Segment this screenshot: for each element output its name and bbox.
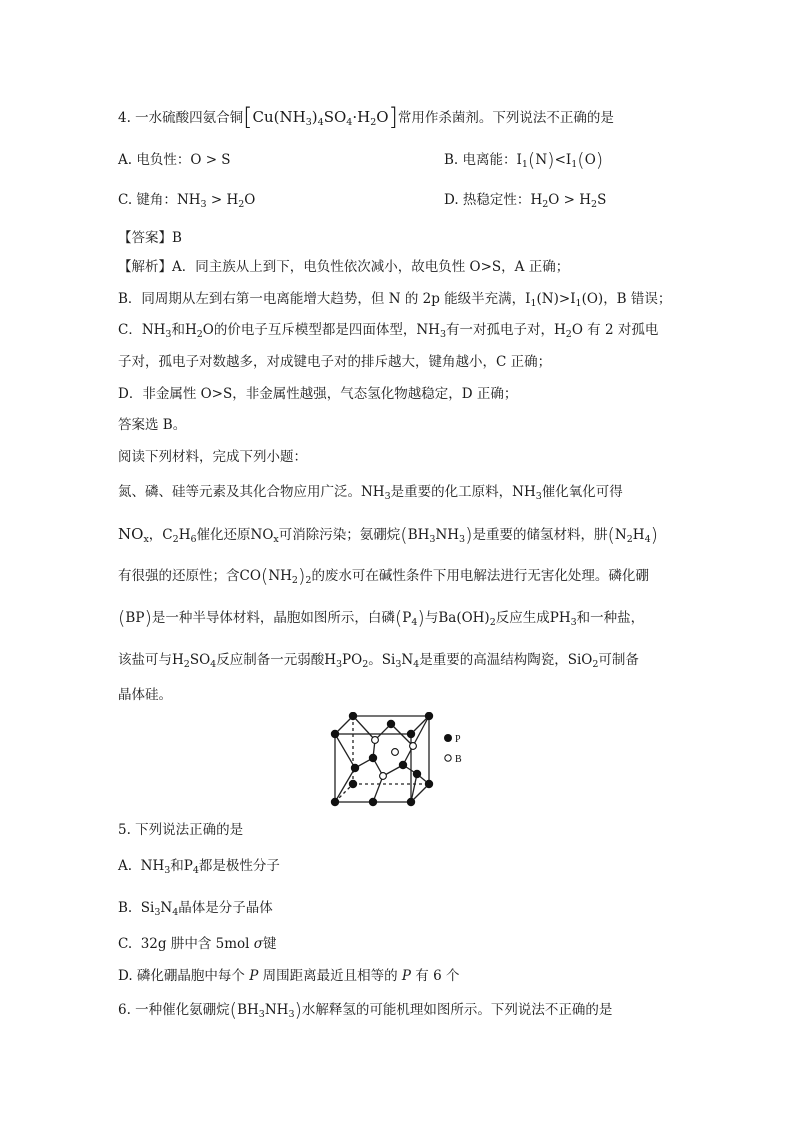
- reading-p3: 有很强的还原性；含$CO(NH_2)_2$的废水可在碱性条件下用电解法进行无害化处理。磷化硼: [118, 565, 649, 587]
- q4-option-d-formula: $H_2O > H_2S$: [530, 192, 607, 210]
- answer-line: [118, 229, 182, 247]
- analysis-ionization: $I_1(N)>I_1(O)$: [525, 291, 604, 309]
- q5-option-b: B. $Si_3N_4$晶体是分子晶体: [118, 900, 273, 918]
- q5-option-a: A. $NH_3$和$P_4$都是极性分子: [118, 858, 280, 876]
- q6-stem: 6. 一种催化氨硼烷$(BH_3NH_3)$水解释氢的可能机理如图所示。下列说法不正确的是: [118, 999, 613, 1021]
- legend-p-label: P: [455, 734, 461, 745]
- analysis-line-1: 【解析】A．同主族从上到下，电负性依次减小，故电负性 O>S，A 正确；: [118, 259, 570, 275]
- answer-value: B: [172, 230, 182, 246]
- bp-unit-cell-figure: [325, 712, 475, 810]
- q4-option-a: A. 电负性：O > S: [118, 152, 231, 168]
- analysis-label: 【解析】: [118, 259, 172, 275]
- reading-intro: 阅读下列材料，完成下列小题：: [118, 449, 307, 465]
- reading-p5: 该盐可与$H_2SO_4$反应制备一元弱酸$H_3PO_2$。$Si_3N_4$是重要的高温结构陶瓷，SiO$_2$可制备: [118, 652, 639, 670]
- q4-option-c: C. 键角：$NH_3 > H_2O$: [118, 192, 256, 210]
- answer-label: 【答案】: [118, 230, 172, 246]
- q4-formula: $Cu(NH_3)_4SO_4\cdot H_2O$: [252, 108, 389, 128]
- analysis-conclusion: 答案选 B。: [118, 417, 187, 433]
- analysis-line-2: B．同周期从左到右第一电离能增大趋势，但 N 的 2p 能级半充满，$I_1(N)>I_1(O)$，B 错误；: [118, 291, 672, 309]
- analysis-line-3: C．$NH_3$和$H_2O$的价电子互斥模型都是四面体型，$NH_3$有一对孤电子对，$H_2O$ 有 2 对孤电: [118, 322, 659, 340]
- q4-option-a-text: O > S: [190, 152, 231, 168]
- reading-p4: (BP)是一种半导体材料，晶胞如图所示，白磷$(P_4)$与$Ba(OH)_2$反应生成$PH_3$和一种盐，: [118, 607, 645, 629]
- analysis-line-4: 子对，孤电子对数越多，对成键电子对的排斥越大，键角越小，C 正确；: [118, 354, 552, 370]
- q5-option-d: D. 磷化硼晶胞中每个 P 周围距离最近且相等的 P 有 6 个: [118, 968, 460, 984]
- analysis-line-5: D．非金属性 O>S，非金属性越强，气态氢化物越稳定，D 正确；: [118, 386, 518, 402]
- q4-option-d: D. 热稳定性：$H_2O > H_2S$: [444, 192, 607, 210]
- q4-stem-a: 4. 一水硫酸四氨合铜: [118, 110, 244, 126]
- q5-option-c: C. 32g 肼中含 5mol σ键: [118, 936, 277, 952]
- q4-option-c-formula: $NH_3 > H_2O$: [176, 192, 256, 210]
- q4-stem: 4. 一水硫酸四氨合铜$[Cu(NH_3)_4SO_4\cdot H_2O]$常用作杀菌剂。下列说法不正确的是: [118, 103, 614, 131]
- q5-stem: 5. 下列说法正确的是: [118, 822, 244, 838]
- q4-option-b-formula: $I_1(N)<I_1(O)$: [516, 149, 604, 171]
- q4-option-b: B. 电离能：$I_1(N)<I_1(O)$: [444, 149, 604, 171]
- reading-p2: $NO_x$，$C_2H_6$催化还原$NO_x$可消除污染；氨硼烷$(BH_3NH_3)$是重要的储氢材料，肼$(N_2H_4)$: [118, 524, 659, 546]
- reading-p6: 晶体硅。: [118, 687, 172, 703]
- q4-stem-b: 常用作杀菌剂。下列说法不正确的是: [397, 110, 614, 126]
- reading-p1: 氮、磷、硅等元素及其化合物应用广泛。$NH_3$是重要的化工原料，$NH_3$催化氧化可得: [118, 484, 623, 502]
- legend-b-label: B: [455, 754, 462, 765]
